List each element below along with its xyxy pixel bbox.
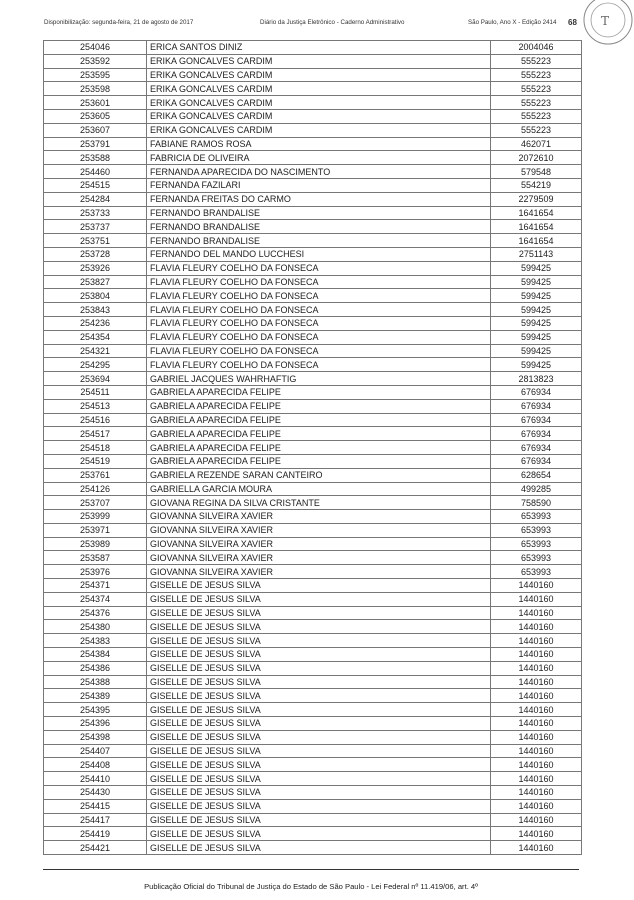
table-row xyxy=(44,551,582,565)
record-id-cell: 254519 xyxy=(44,454,147,468)
table-row xyxy=(44,54,582,68)
name-cell: GISELLE DE JESUS SILVA xyxy=(147,634,491,648)
value-cell: 1440160 xyxy=(491,634,582,648)
name-cell: GISELLE DE JESUS SILVA xyxy=(147,841,491,855)
name-cell: FLAVIA FLEURY COELHO DA FONSECA xyxy=(147,316,491,330)
value-cell: 653993 xyxy=(491,523,582,537)
name-cell: FABRICIA DE OLIVEIRA xyxy=(147,151,491,165)
value-cell: 1641654 xyxy=(491,206,582,220)
record-id-cell: 253827 xyxy=(44,275,147,289)
name-cell: GISELLE DE JESUS SILVA xyxy=(147,744,491,758)
name-cell: ERIKA GONCALVES CARDIM xyxy=(147,82,491,96)
record-id-cell: 254321 xyxy=(44,344,147,358)
record-id-cell: 253587 xyxy=(44,551,147,565)
record-id-cell: 254371 xyxy=(44,579,147,593)
name-cell: GISELLE DE JESUS SILVA xyxy=(147,813,491,827)
value-cell: 599425 xyxy=(491,261,582,275)
value-cell: 1440160 xyxy=(491,675,582,689)
table-row xyxy=(44,717,582,731)
record-id-cell: 253588 xyxy=(44,151,147,165)
table-row xyxy=(44,137,582,151)
value-cell: 1440160 xyxy=(491,772,582,786)
record-id-cell: 253607 xyxy=(44,123,147,137)
table-row xyxy=(44,165,582,179)
record-id-cell: 253999 xyxy=(44,510,147,524)
name-cell: FABIANE RAMOS ROSA xyxy=(147,137,491,151)
name-cell: GISELLE DE JESUS SILVA xyxy=(147,661,491,675)
value-cell: 1440160 xyxy=(491,689,582,703)
record-id-cell: 254354 xyxy=(44,330,147,344)
name-cell: FLAVIA FLEURY COELHO DA FONSECA xyxy=(147,261,491,275)
value-cell: 758590 xyxy=(491,496,582,510)
name-cell: ERIKA GONCALVES CARDIM xyxy=(147,54,491,68)
name-cell: GABRIELLA GARCIA MOURA xyxy=(147,482,491,496)
footer-rule xyxy=(43,869,579,870)
value-cell: 676934 xyxy=(491,413,582,427)
name-cell: FERNANDO BRANDALISE xyxy=(147,234,491,248)
record-id-cell: 253843 xyxy=(44,303,147,317)
value-cell: 2072610 xyxy=(491,151,582,165)
table-row xyxy=(44,206,582,220)
table-row xyxy=(44,510,582,524)
record-id-cell: 253791 xyxy=(44,137,147,151)
table-row xyxy=(44,372,582,386)
value-cell: 676934 xyxy=(491,399,582,413)
table-row xyxy=(44,68,582,82)
value-cell: 555223 xyxy=(491,68,582,82)
table-row xyxy=(44,96,582,110)
table-row xyxy=(44,192,582,206)
value-cell: 676934 xyxy=(491,441,582,455)
name-cell: GISELLE DE JESUS SILVA xyxy=(147,689,491,703)
table-row xyxy=(44,303,582,317)
value-cell: 1440160 xyxy=(491,579,582,593)
table-row xyxy=(44,109,582,123)
value-cell: 555223 xyxy=(491,54,582,68)
table-row xyxy=(44,592,582,606)
record-id-cell: 254384 xyxy=(44,648,147,662)
record-id-cell: 253733 xyxy=(44,206,147,220)
record-id-cell: 254408 xyxy=(44,758,147,772)
record-id-cell: 253737 xyxy=(44,220,147,234)
table-row xyxy=(44,151,582,165)
record-id-cell: 254396 xyxy=(44,717,147,731)
name-cell: GISELLE DE JESUS SILVA xyxy=(147,799,491,813)
table-row xyxy=(44,330,582,344)
value-cell: 2279509 xyxy=(491,192,582,206)
record-id-cell: 254295 xyxy=(44,358,147,372)
table-row xyxy=(44,385,582,399)
name-cell: FLAVIA FLEURY COELHO DA FONSECA xyxy=(147,275,491,289)
table-row xyxy=(44,730,582,744)
table-row xyxy=(44,606,582,620)
name-cell: GIOVANNA SILVEIRA XAVIER xyxy=(147,510,491,524)
record-id-cell: 254383 xyxy=(44,634,147,648)
name-cell: FERNANDA FAZILARI xyxy=(147,178,491,192)
name-cell: FERNANDO BRANDALISE xyxy=(147,206,491,220)
record-id-cell: 254417 xyxy=(44,813,147,827)
table-row xyxy=(44,661,582,675)
table-row xyxy=(44,620,582,634)
record-id-cell: 254410 xyxy=(44,772,147,786)
table-row xyxy=(44,758,582,772)
record-id-cell: 254515 xyxy=(44,178,147,192)
table-row xyxy=(44,468,582,482)
value-cell: 599425 xyxy=(491,344,582,358)
value-cell: 1440160 xyxy=(491,703,582,717)
table-row xyxy=(44,427,582,441)
record-id-cell: 253926 xyxy=(44,261,147,275)
record-id-cell: 254407 xyxy=(44,744,147,758)
value-cell: 1440160 xyxy=(491,592,582,606)
table-row xyxy=(44,799,582,813)
record-id-cell: 253971 xyxy=(44,523,147,537)
value-cell: 1641654 xyxy=(491,234,582,248)
table-row xyxy=(44,648,582,662)
name-cell: GABRIELA APARECIDA FELIPE xyxy=(147,385,491,399)
record-id-cell: 254395 xyxy=(44,703,147,717)
value-cell: 499285 xyxy=(491,482,582,496)
table-row xyxy=(44,689,582,703)
value-cell: 1440160 xyxy=(491,744,582,758)
value-cell: 462071 xyxy=(491,137,582,151)
name-cell: FLAVIA FLEURY COELHO DA FONSECA xyxy=(147,358,491,372)
record-id-cell: 253751 xyxy=(44,234,147,248)
value-cell: 2751143 xyxy=(491,247,582,261)
record-id-cell: 254126 xyxy=(44,482,147,496)
name-cell: GABRIELA APARECIDA FELIPE xyxy=(147,454,491,468)
record-id-cell: 254236 xyxy=(44,316,147,330)
name-cell: ERIKA GONCALVES CARDIM xyxy=(147,96,491,110)
value-cell: 599425 xyxy=(491,275,582,289)
value-cell: 676934 xyxy=(491,385,582,399)
table-row xyxy=(44,275,582,289)
record-id-cell: 254389 xyxy=(44,689,147,703)
value-cell: 653993 xyxy=(491,537,582,551)
value-cell: 1440160 xyxy=(491,620,582,634)
value-cell: 1440160 xyxy=(491,786,582,800)
name-cell: ERICA SANTOS DINIZ xyxy=(147,41,491,55)
page-footer: Publicação Oficial do Tribunal de Justiça do Estado de São Paulo - Lei Federal nº 11.419/06, art. 4º xyxy=(144,882,478,891)
record-id-cell: 253804 xyxy=(44,289,147,303)
table-row xyxy=(44,41,582,55)
value-cell: 676934 xyxy=(491,454,582,468)
value-cell: 1440160 xyxy=(491,758,582,772)
name-cell: ERIKA GONCALVES CARDIM xyxy=(147,68,491,82)
table-row xyxy=(44,82,582,96)
name-cell: FERNANDA FREITAS DO CARMO xyxy=(147,192,491,206)
table-row xyxy=(44,703,582,717)
record-id-cell: 254516 xyxy=(44,413,147,427)
value-cell: 599425 xyxy=(491,303,582,317)
name-cell: GABRIELA APARECIDA FELIPE xyxy=(147,413,491,427)
record-id-cell: 254386 xyxy=(44,661,147,675)
value-cell: 676934 xyxy=(491,427,582,441)
record-id-cell: 254284 xyxy=(44,192,147,206)
name-cell: GABRIELA APARECIDA FELIPE xyxy=(147,399,491,413)
name-cell: FLAVIA FLEURY COELHO DA FONSECA xyxy=(147,303,491,317)
table-row xyxy=(44,316,582,330)
table-row xyxy=(44,344,582,358)
header-publication: Diário da Justiça Eletrônico - Caderno Administrativo xyxy=(260,19,405,26)
name-cell: GIOVANNA SILVEIRA XAVIER xyxy=(147,551,491,565)
name-cell: GABRIELA APARECIDA FELIPE xyxy=(147,441,491,455)
table-row xyxy=(44,813,582,827)
name-cell: GISELLE DE JESUS SILVA xyxy=(147,579,491,593)
record-id-cell: 254374 xyxy=(44,592,147,606)
table-row xyxy=(44,537,582,551)
table-row xyxy=(44,634,582,648)
value-cell: 1440160 xyxy=(491,841,582,855)
value-cell: 628654 xyxy=(491,468,582,482)
value-cell: 1440160 xyxy=(491,717,582,731)
name-cell: GISELLE DE JESUS SILVA xyxy=(147,620,491,634)
table-row xyxy=(44,786,582,800)
value-cell: 555223 xyxy=(491,123,582,137)
page-header xyxy=(44,19,557,31)
value-cell: 554219 xyxy=(491,178,582,192)
name-cell: FLAVIA FLEURY COELHO DA FONSECA xyxy=(147,344,491,358)
name-cell: GISELLE DE JESUS SILVA xyxy=(147,675,491,689)
name-cell: GISELLE DE JESUS SILVA xyxy=(147,827,491,841)
name-cell: GIOVANNA SILVEIRA XAVIER xyxy=(147,537,491,551)
value-cell: 579548 xyxy=(491,165,582,179)
value-cell: 1440160 xyxy=(491,730,582,744)
name-cell: GABRIELA APARECIDA FELIPE xyxy=(147,427,491,441)
value-cell: 599425 xyxy=(491,358,582,372)
table-row xyxy=(44,220,582,234)
value-cell: 1440160 xyxy=(491,661,582,675)
record-id-cell: 253694 xyxy=(44,372,147,386)
table-row xyxy=(44,772,582,786)
name-cell: GABRIEL JACQUES WAHRHAFTIG xyxy=(147,372,491,386)
table-row xyxy=(44,565,582,579)
record-id-cell: 254419 xyxy=(44,827,147,841)
record-id-cell: 253989 xyxy=(44,537,147,551)
name-cell: FERNANDO DEL MANDO LUCCHESI xyxy=(147,247,491,261)
name-cell: GIOVANNA SILVEIRA XAVIER xyxy=(147,523,491,537)
value-cell: 2813823 xyxy=(491,372,582,386)
svg-text:T: T xyxy=(601,14,610,28)
record-id-cell: 254046 xyxy=(44,41,147,55)
value-cell: 1440160 xyxy=(491,648,582,662)
value-cell: 555223 xyxy=(491,96,582,110)
table-row xyxy=(44,841,582,855)
value-cell: 2004046 xyxy=(491,41,582,55)
page-number: 68 xyxy=(568,18,577,27)
name-cell: ERIKA GONCALVES CARDIM xyxy=(147,109,491,123)
name-cell: GIOVANNA SILVEIRA XAVIER xyxy=(147,565,491,579)
table-row xyxy=(44,234,582,248)
table-row xyxy=(44,579,582,593)
table-row xyxy=(44,675,582,689)
record-id-cell: 254376 xyxy=(44,606,147,620)
value-cell: 1440160 xyxy=(491,813,582,827)
name-cell: FLAVIA FLEURY COELHO DA FONSECA xyxy=(147,289,491,303)
record-id-cell: 254388 xyxy=(44,675,147,689)
name-cell: FERNANDO BRANDALISE xyxy=(147,220,491,234)
record-id-cell: 254415 xyxy=(44,799,147,813)
table-row xyxy=(44,827,582,841)
record-id-cell: 253605 xyxy=(44,109,147,123)
record-id-cell: 254421 xyxy=(44,841,147,855)
table-row xyxy=(44,454,582,468)
name-cell: FLAVIA FLEURY COELHO DA FONSECA xyxy=(147,330,491,344)
record-id-cell: 254430 xyxy=(44,786,147,800)
name-cell: GISELLE DE JESUS SILVA xyxy=(147,772,491,786)
header-edition: São Paulo, Ano X - Edição 2414 xyxy=(468,19,557,26)
table-row xyxy=(44,523,582,537)
value-cell: 653993 xyxy=(491,551,582,565)
table-row xyxy=(44,399,582,413)
value-cell: 555223 xyxy=(491,109,582,123)
value-cell: 653993 xyxy=(491,510,582,524)
value-cell: 599425 xyxy=(491,316,582,330)
table-row xyxy=(44,123,582,137)
table-row xyxy=(44,496,582,510)
name-cell: GISELLE DE JESUS SILVA xyxy=(147,730,491,744)
table-row xyxy=(44,441,582,455)
name-cell: GISELLE DE JESUS SILVA xyxy=(147,758,491,772)
record-id-cell: 253976 xyxy=(44,565,147,579)
record-id-cell: 254517 xyxy=(44,427,147,441)
header-date: Disponibilização: segunda-feira, 21 de agosto de 2017 xyxy=(44,19,194,26)
record-id-cell: 254513 xyxy=(44,399,147,413)
record-id-cell: 254511 xyxy=(44,385,147,399)
table-row xyxy=(44,358,582,372)
name-cell: GISELLE DE JESUS SILVA xyxy=(147,786,491,800)
record-id-cell: 253601 xyxy=(44,96,147,110)
table-row xyxy=(44,482,582,496)
table-row xyxy=(44,261,582,275)
value-cell: 653993 xyxy=(491,565,582,579)
record-id-cell: 254398 xyxy=(44,730,147,744)
value-cell: 1440160 xyxy=(491,827,582,841)
records-table xyxy=(43,40,582,855)
record-id-cell: 253707 xyxy=(44,496,147,510)
record-id-cell: 253598 xyxy=(44,82,147,96)
record-id-cell: 254380 xyxy=(44,620,147,634)
name-cell: GISELLE DE JESUS SILVA xyxy=(147,606,491,620)
name-cell: ERIKA GONCALVES CARDIM xyxy=(147,123,491,137)
name-cell: GISELLE DE JESUS SILVA xyxy=(147,592,491,606)
name-cell: GABRIELA REZENDE SARAN CANTEIRO xyxy=(147,468,491,482)
record-id-cell: 253595 xyxy=(44,68,147,82)
table-row xyxy=(44,413,582,427)
table-row xyxy=(44,247,582,261)
value-cell: 599425 xyxy=(491,289,582,303)
record-id-cell: 254460 xyxy=(44,165,147,179)
value-cell: 1440160 xyxy=(491,799,582,813)
table-row xyxy=(44,289,582,303)
record-id-cell: 254518 xyxy=(44,441,147,455)
record-id-cell: 253592 xyxy=(44,54,147,68)
value-cell: 555223 xyxy=(491,82,582,96)
record-id-cell: 253728 xyxy=(44,247,147,261)
name-cell: GISELLE DE JESUS SILVA xyxy=(147,648,491,662)
name-cell: FERNANDA APARECIDA DO NASCIMENTO xyxy=(147,165,491,179)
court-seal-icon xyxy=(582,0,634,46)
name-cell: GISELLE DE JESUS SILVA xyxy=(147,717,491,731)
record-id-cell: 253761 xyxy=(44,468,147,482)
value-cell: 599425 xyxy=(491,330,582,344)
table-row xyxy=(44,178,582,192)
value-cell: 1641654 xyxy=(491,220,582,234)
name-cell: GIOVANA REGINA DA SILVA CRISTANTE xyxy=(147,496,491,510)
table-row xyxy=(44,744,582,758)
name-cell: GISELLE DE JESUS SILVA xyxy=(147,703,491,717)
value-cell: 1440160 xyxy=(491,606,582,620)
